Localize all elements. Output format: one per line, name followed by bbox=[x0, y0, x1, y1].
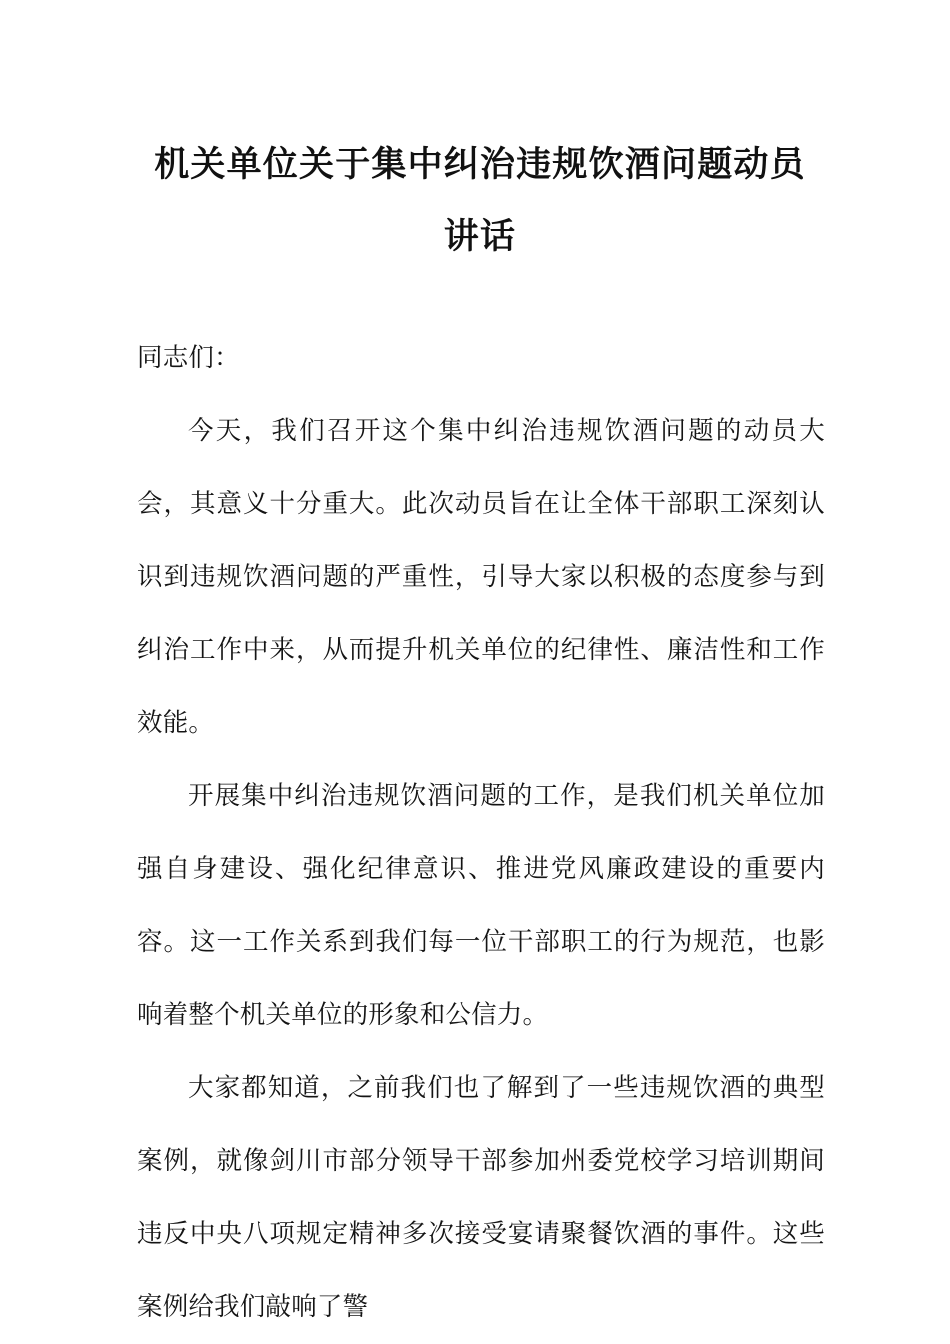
document-title-line-1: 机关单位关于集中纠治违规饮酒问题动员 bbox=[154, 145, 806, 186]
body-paragraph-3: 大家都知道，之前我们也了解到了一些违规饮酒的典型案例，就像剑川市部分领导干部参加州委党校学习培训期间违反中央八项规定精神多次接受宴请聚餐饮酒的事件。这些案例给我们敲响了警 bbox=[137, 1073, 825, 1322]
document-title bbox=[135, 129, 825, 273]
document-title-line-2: 讲话 bbox=[443, 217, 517, 258]
document-body bbox=[137, 322, 825, 1344]
body-paragraph-2: 开展集中纠治违规饮酒问题的工作，是我们机关单位加强自身建设、强化纪律意识、推进党风廉政建设的重要内容。这一工作关系到我们每一位干部职工的行为规范，也影响着整个机关单位的形象和公信力。 bbox=[137, 781, 825, 1030]
body-paragraph-1: 今天，我们召开这个集中纠治违规饮酒问题的动员大会，其意义十分重大。此次动员旨在让全体干部职工深刻认识到违规饮酒问题的严重性，引导大家以积极的态度参与到纠治工作中来，从而提升机关单位的纪律性、廉洁性和工作效能。 bbox=[137, 416, 825, 738]
salutation-line: 同志们： bbox=[137, 343, 240, 373]
